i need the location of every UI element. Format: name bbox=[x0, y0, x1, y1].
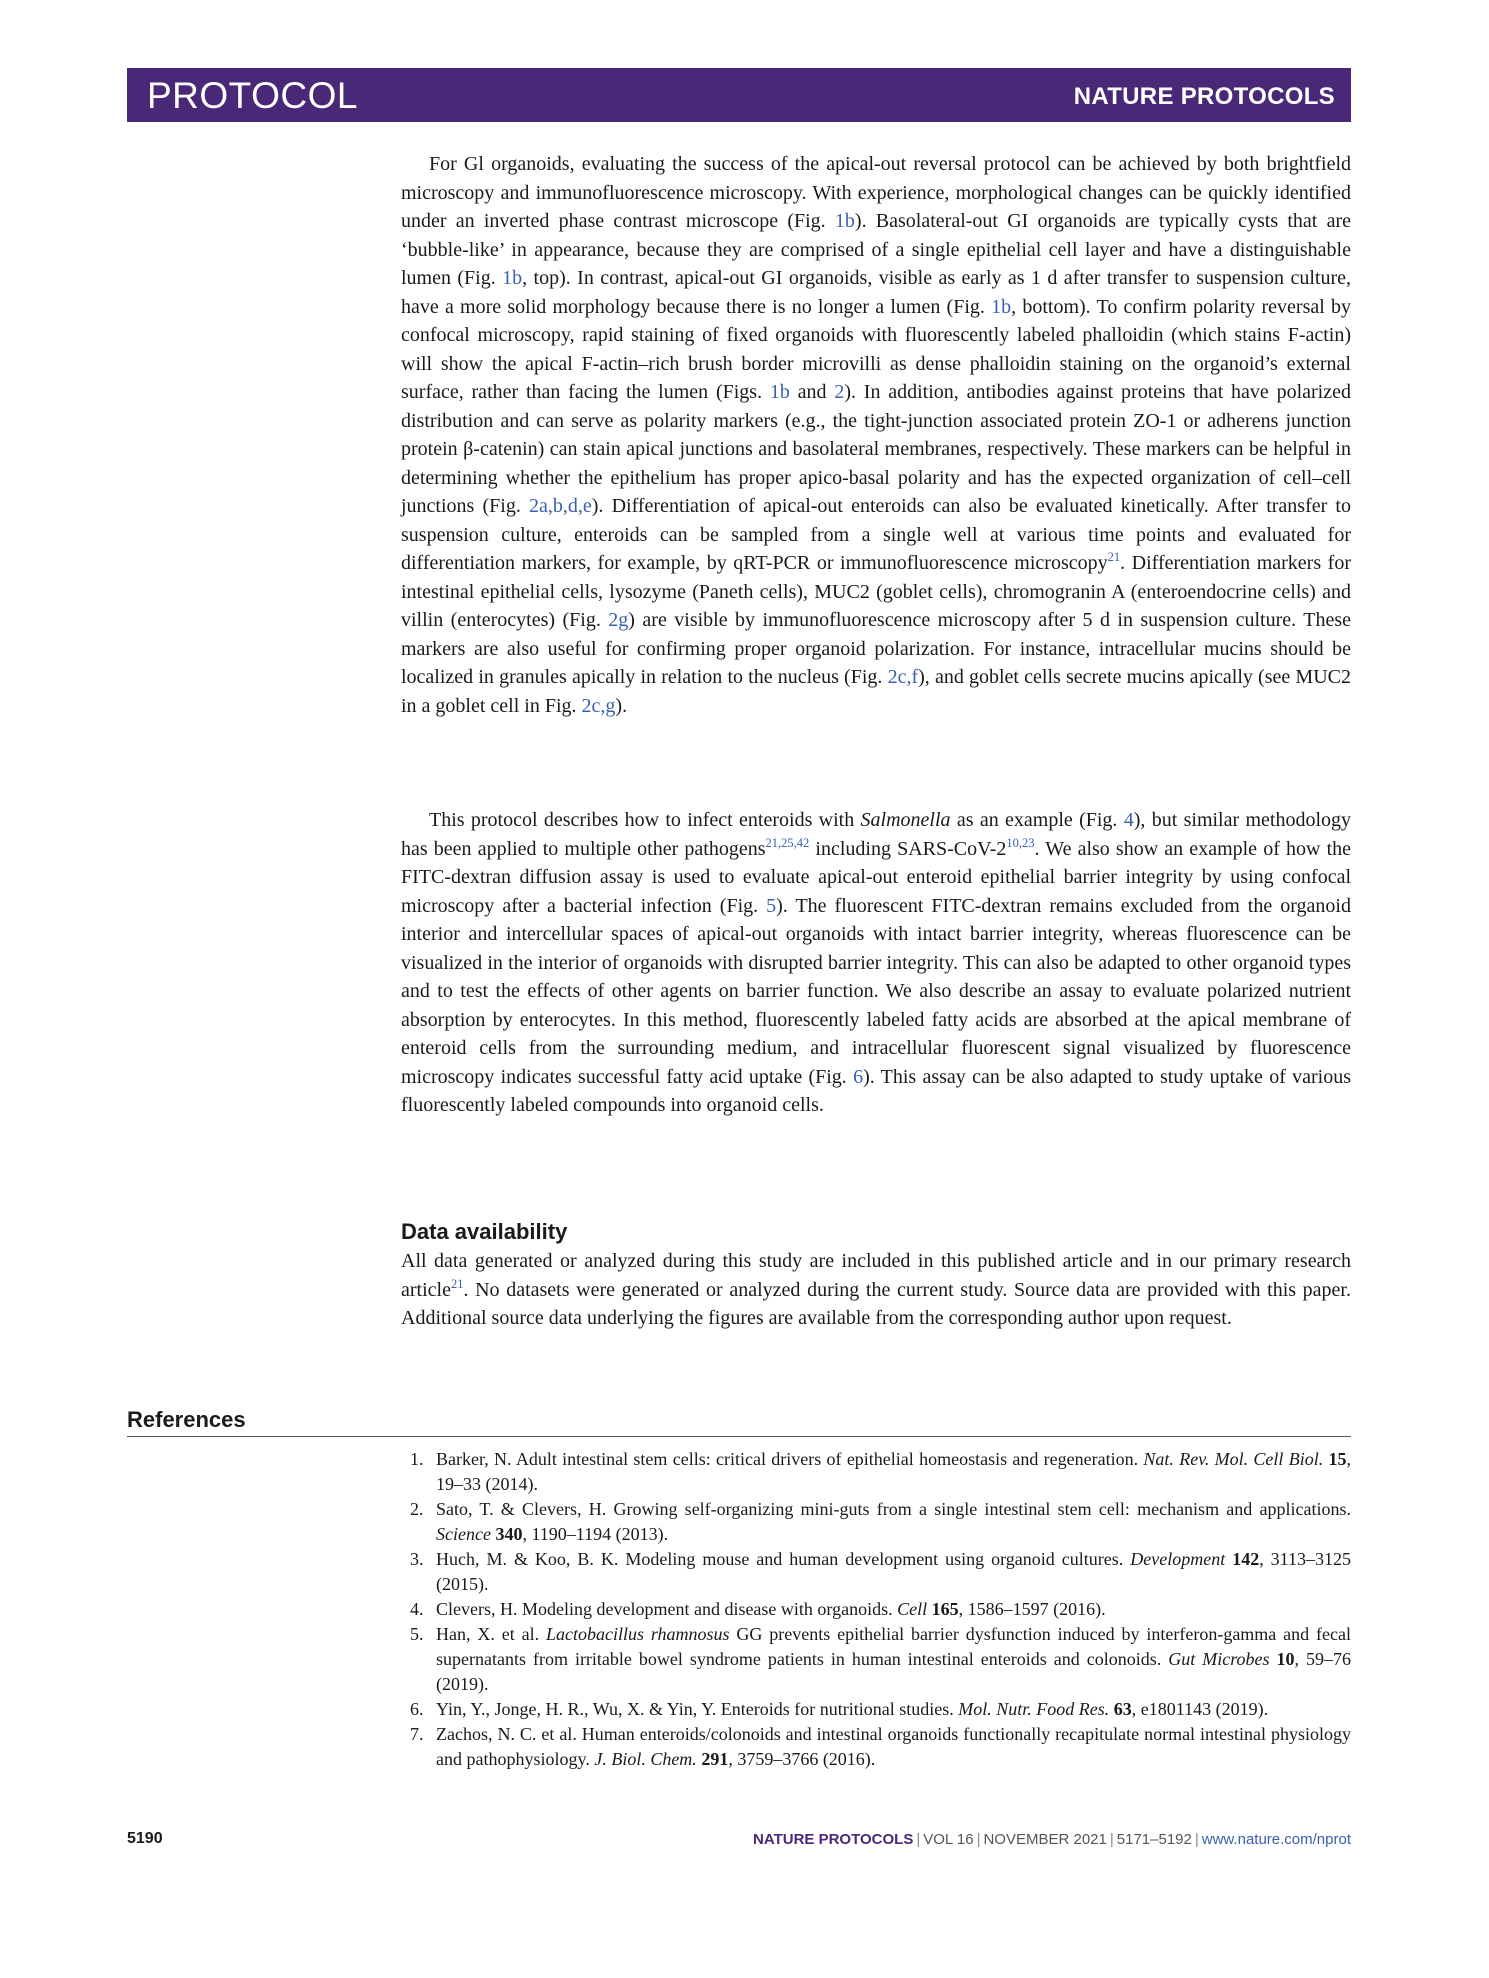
citation-link[interactable]: 21 bbox=[450, 1276, 464, 1291]
volume-number: 142 bbox=[1232, 1549, 1260, 1569]
citation-link[interactable]: 10,23 bbox=[1006, 835, 1035, 850]
reference-text: Zachos, N. C. et al. Human enteroids/colonoids and intestinal organoids functionally recapitulate normal intestinal physiology and pathophysiology. J. Biol. Chem. 291, 3759–3766 (2016). bbox=[436, 1724, 1351, 1769]
reference-item bbox=[401, 1597, 1351, 1622]
footer-url-link[interactable]: www.nature.com/nprot bbox=[1201, 1831, 1351, 1848]
journal-name: NATURE PROTOCOLS bbox=[1073, 83, 1335, 110]
header-bar bbox=[127, 68, 1351, 122]
reference-item bbox=[401, 1722, 1351, 1772]
reference-item bbox=[401, 1447, 1351, 1497]
italic-text: J. Biol. Chem. bbox=[594, 1749, 697, 1769]
volume-number: 63 bbox=[1113, 1699, 1132, 1719]
italic-text: Science bbox=[436, 1524, 491, 1544]
italic-text: Mol. Nutr. Food Res. bbox=[958, 1699, 1110, 1719]
footer-pages: 5171–5192 bbox=[1116, 1831, 1192, 1848]
reference-item bbox=[401, 1622, 1351, 1697]
reference-item bbox=[401, 1697, 1351, 1722]
paragraph-text: This protocol describes how to infect enteroids with Salmonella as an example (Fig. 4), but similar methodology has been applied to multiple other pathogens$^{21,25,42}$ including SARS-CoV-2$^{10,23}$. We also show an example of how the FITC-dextran diffusion assay is used to evaluate apical-out enteroid epithelial barrier integrity by using confocal microscopy after a bacterial infection (Fig. 5). The fluorescent FITC-dextran remains excluded from the organoid interior and intercellular spaces of apical-out organoids with intact barrier integrity, whereas fluorescence can be visualized in the interior of organoids with disrupted barrier integrity. This can also be adapted to other organoid types and to test the effects of other agents on barrier function. We also describe an assay to evaluate polarized nutrient absorption by enterocytes. In this method, fluorescently labeled fatty acids are absorbed at the apical membrane of enteroid cells from the surrounding medium, and intracellular fluorescent signal visualized by fluorescence microscopy indicates successful fatty acid uptake (Fig. 6). This assay can be also adapted to study uptake of various fluorescently labeled compounds into organoid cells. bbox=[401, 809, 1352, 1116]
volume-number: 10 bbox=[1276, 1649, 1295, 1669]
figure-link[interactable]: 2g bbox=[608, 609, 629, 631]
reference-number: 7. bbox=[410, 1724, 424, 1744]
data-availability-text bbox=[401, 1247, 1351, 1333]
data-availability-heading: Data availability bbox=[401, 1219, 568, 1244]
body-paragraph-2 bbox=[401, 806, 1351, 1120]
footer-issue: NOVEMBER 2021 bbox=[983, 1831, 1107, 1848]
figure-link[interactable]: 6 bbox=[853, 1065, 864, 1088]
paragraph-text: For Gl organoids, evaluating the success of the apical-out reversal protocol can be achieved by both brightfield microscopy and immunofluorescence microscopy. With experience, morphological changes can be quickly identified under an inverted phase contrast microscope (Fig. 1b). Basolateral-out GI organoids are typically cysts that are ‘bubble-like’ in appearance, because they are comprised of a single epithelial cell layer and have a distinguishable lumen (Fig. 1b, top). In contrast, apical-out GI organoids, visible as early as 1 d after transfer to suspension culture, have a more solid morphology because there is no longer a lumen (Fig. 1b, bottom). To confirm polarity reversal by confocal microscopy, rapid staining of fixed organoids with fluorescently labeled phalloidin (which stains F-actin) will show the apical F-actin–rich brush border microvilli as dense phalloidin staining on the organoid’s external surface, rather than facing the lumen (Figs. 1b and 2). In addition, antibodies against proteins that have polarized distribution and can serve as polarity markers (e.g., the tight-junction associated protein ZO-1 or adherens junction protein β-catenin) can stain apical junctions and basolateral membranes, respectively. These markers can be helpful in determining whether the epithelium has proper apico-basal polarity and has the expected organization of cell–cell junctions (Fig. 2a,b,d,e). Differentiation of apical-out enteroids can also be evaluated kinetically. After transfer to suspension culture, enteroids can be sampled from a single well at various time points and evaluated for differentiation markers, for example, by qRT-PCR or immunofluorescence microscopy$^{21}$. Differentiation markers for intestinal epithelial cells, lysozyme (Paneth cells), MUC2 (goblet cells), chromogranin A (enteroendocrine cells) and villin (enterocytes) (Fig. 2g) are visible by immunofluorescence microscopy after 5 d in suspension culture. These markers are also useful for confirming proper organoid polarization. For instance, intracellular mucins should be localized in granules apically in relation to the nucleus (Fig. 2c,f), and goblet cells secrete mucins apically (see MUC2 in a goblet cell in Fig. 2c,g). bbox=[401, 153, 1351, 717]
volume-number: 340 bbox=[495, 1524, 523, 1544]
reference-text: Clevers, H. Modeling development and disease with organoids. Cell 165, 1586–1597 (2016). bbox=[436, 1599, 1106, 1619]
figure-link[interactable]: 1b bbox=[502, 267, 523, 289]
references-divider bbox=[127, 1436, 1351, 1437]
reference-text: Yin, Y., Jonge, H. R., Wu, X. & Yin, Y. Enteroids for nutritional studies. Mol. Nutr. Food Res. 63, e1801143 (2019). bbox=[436, 1699, 1269, 1719]
reference-item bbox=[401, 1497, 1351, 1547]
figure-link[interactable]: 1b bbox=[834, 210, 855, 232]
footer-volume: VOL 16 bbox=[923, 1831, 974, 1848]
italic-text: Cell bbox=[897, 1599, 928, 1619]
reference-number: 2. bbox=[410, 1499, 424, 1519]
figure-link[interactable]: 2c,f bbox=[887, 666, 919, 688]
citation-link[interactable]: 21 bbox=[1107, 550, 1121, 564]
footer-journal-name: NATURE PROTOCOLS bbox=[753, 1831, 914, 1848]
body-paragraph-1 bbox=[401, 150, 1351, 720]
footer-citation: NATURE PROTOCOLS | VOL 16 | NOVEMBER 2021 | 5171–5192 | www.nature.com/nprot bbox=[753, 1831, 1351, 1848]
figure-link[interactable]: 2 bbox=[834, 381, 845, 403]
reference-number: 1. bbox=[410, 1449, 424, 1469]
italic-text: Nat. Rev. Mol. Cell Biol. bbox=[1143, 1449, 1324, 1469]
reference-item bbox=[401, 1547, 1351, 1597]
citation-link[interactable]: 21,25,42 bbox=[765, 835, 810, 850]
figure-link[interactable]: 2c,g bbox=[581, 694, 616, 717]
reference-number: 6. bbox=[410, 1699, 424, 1719]
volume-number: 15 bbox=[1328, 1449, 1347, 1469]
reference-text: Han, X. et al. Lactobacillus rhamnosus GG prevents epithelial barrier dysfunction induced by interferon-gamma and fecal supernatants from irritable bowel syndrome patients in human intestinal enteroids and colonoids. Gut Microbes 10, 59–76 (2019). bbox=[436, 1624, 1352, 1694]
reference-number: 3. bbox=[410, 1549, 424, 1569]
volume-number: 165 bbox=[931, 1599, 959, 1619]
reference-text: Sato, T. & Clevers, H. Growing self-organizing mini-guts from a single intestinal stem cell: mechanism and applications. Science 340, 1190–1194 (2013). bbox=[436, 1499, 1351, 1544]
reference-number: 5. bbox=[410, 1624, 424, 1644]
reference-text: Barker, N. Adult intestinal stem cells: critical drivers of epithelial homeostasis and regeneration. Nat. Rev. Mol. Cell Biol. 15, 19–33 (2014). bbox=[436, 1449, 1352, 1494]
references-heading: References bbox=[127, 1407, 246, 1432]
figure-link[interactable]: 1b bbox=[769, 381, 790, 403]
page-number: 5190 bbox=[127, 1830, 163, 1847]
figure-link[interactable]: 1b bbox=[991, 295, 1012, 318]
italic-text: Gut Microbes bbox=[1168, 1649, 1270, 1669]
paragraph-text: All data generated or analyzed during this study are included in this published article and in our primary research article$^{21}$. No datasets were generated or analyzed during the current study. Source data are provided with this paper. Additional source data underlying the figures are available from the corresponding author upon request. bbox=[401, 1250, 1351, 1329]
italic-text: Lactobacillus rhamnosus bbox=[545, 1624, 730, 1644]
figure-link[interactable]: 5 bbox=[766, 894, 777, 917]
italic-text: Development bbox=[1130, 1549, 1226, 1569]
italic-text: Salmonella bbox=[860, 809, 951, 831]
reference-number: 4. bbox=[410, 1599, 424, 1619]
reference-text: Huch, M. & Koo, B. K. Modeling mouse and human development using organoid cultures. Development 142, 3113–3125 (2015). bbox=[436, 1549, 1351, 1594]
reference-list bbox=[401, 1447, 1351, 1772]
volume-number: 291 bbox=[701, 1749, 729, 1769]
section-label: PROTOCOL bbox=[147, 75, 358, 116]
figure-link[interactable]: 4 bbox=[1123, 809, 1134, 831]
figure-link[interactable]: 2a,b,d,e bbox=[528, 495, 592, 517]
